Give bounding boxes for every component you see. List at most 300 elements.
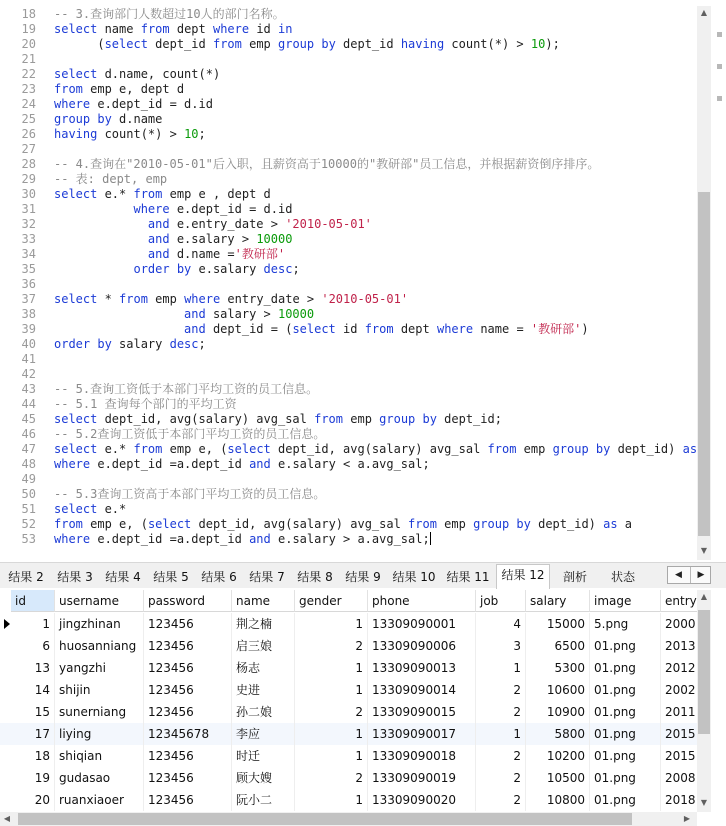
code-token-id: dept bbox=[393, 322, 437, 336]
line-number: 22 bbox=[21, 67, 36, 81]
row-header[interactable] bbox=[0, 613, 11, 635]
result-tab-bar bbox=[0, 562, 726, 588]
code-token-id: e.salary > bbox=[169, 232, 257, 246]
code-token-kw: group by bbox=[54, 112, 112, 126]
code-line[interactable] bbox=[54, 232, 292, 247]
line-number: 47 bbox=[21, 442, 36, 456]
table-cell[interactable]: 1 bbox=[295, 789, 368, 811]
code-token-id: dept_id, avg(salary) avg_sal bbox=[97, 412, 315, 426]
table-cell[interactable]: 123456 bbox=[144, 745, 232, 767]
line-number: 36 bbox=[21, 277, 36, 291]
table-row[interactable] bbox=[0, 745, 700, 767]
tab-navigation bbox=[667, 566, 711, 584]
code-line[interactable] bbox=[54, 22, 292, 37]
table-cell[interactable]: 2008 bbox=[661, 767, 700, 789]
table-cell[interactable]: 10800 bbox=[526, 789, 590, 811]
line-number: 51 bbox=[21, 502, 36, 516]
table-row[interactable] bbox=[0, 789, 700, 811]
tab-result[interactable]: 结果 12 bbox=[496, 564, 550, 589]
line-number: 46 bbox=[21, 427, 36, 441]
column-header[interactable]: salary bbox=[526, 590, 590, 612]
table-row[interactable] bbox=[0, 767, 700, 789]
table-cell[interactable]: 10600 bbox=[526, 679, 590, 701]
code-line[interactable] bbox=[54, 172, 167, 187]
line-number: 30 bbox=[21, 187, 36, 201]
code-token-kw: desc bbox=[263, 262, 293, 276]
table-cell[interactable]: 2 bbox=[476, 745, 526, 767]
code-token-id: name = bbox=[473, 322, 531, 336]
code-line[interactable] bbox=[54, 292, 408, 307]
code-token-id: d.name = bbox=[169, 247, 235, 261]
table-cell[interactable]: 2000 bbox=[661, 613, 700, 635]
table-cell[interactable]: 启三娘 bbox=[232, 635, 295, 657]
code-token-kw: and bbox=[184, 307, 206, 321]
table-cell[interactable]: huosanniang bbox=[55, 635, 144, 657]
table-cell[interactable]: 15 bbox=[11, 701, 55, 723]
marker-dot bbox=[717, 96, 722, 101]
table-cell[interactable]: 李应 bbox=[232, 723, 295, 745]
table-cell[interactable]: 10200 bbox=[526, 745, 590, 767]
table-cell[interactable]: 2012 bbox=[661, 657, 700, 679]
grid-scroll-down-icon[interactable]: ▼ bbox=[700, 798, 708, 807]
tab-result[interactable]: 结果 9 bbox=[345, 570, 381, 584]
code-line[interactable] bbox=[54, 187, 271, 202]
code-token-id: dept_id, avg(salary) avg_sal bbox=[270, 442, 488, 456]
grid-hscroll-thumb[interactable] bbox=[18, 813, 632, 825]
code-token-kw: from bbox=[364, 322, 394, 336]
table-cell[interactable]: 5800 bbox=[526, 723, 590, 745]
table-cell[interactable]: 5300 bbox=[526, 657, 590, 679]
table-cell[interactable]: liying bbox=[55, 723, 144, 745]
code-token-id bbox=[54, 322, 184, 336]
code-token-id: e.dept_id = d.id bbox=[90, 97, 213, 111]
code-token-kw: and bbox=[249, 457, 271, 471]
code-token-kw: select bbox=[54, 292, 98, 306]
row-header[interactable] bbox=[0, 723, 11, 745]
row-header[interactable] bbox=[0, 767, 11, 789]
table-cell[interactable]: 20 bbox=[11, 789, 55, 811]
code-token-id bbox=[54, 217, 148, 231]
table-cell[interactable]: 13309090014 bbox=[368, 679, 476, 701]
code-token-kw: from bbox=[133, 187, 163, 201]
table-cell[interactable]: 1 bbox=[295, 745, 368, 767]
line-number: 53 bbox=[21, 532, 36, 546]
code-token-num: 10 bbox=[530, 37, 546, 51]
text-caret bbox=[430, 532, 431, 545]
code-token-kw: select bbox=[54, 67, 98, 81]
code-token-cm: -- 5.3查询工资高于本部门平均工资的员工信息。 bbox=[54, 487, 326, 501]
code-token-id bbox=[54, 307, 184, 321]
table-cell[interactable]: 1 bbox=[295, 613, 368, 635]
line-number: 50 bbox=[21, 487, 36, 501]
code-token-cm: -- 4.查询在"2010-05-01"后入职，且薪资高于10000的"教研部"员工信息，并根据薪资倒序排序。 bbox=[54, 157, 600, 171]
code-line[interactable] bbox=[54, 112, 162, 127]
code-line[interactable] bbox=[54, 457, 430, 472]
code-token-id: dept_id bbox=[335, 37, 401, 51]
code-line[interactable] bbox=[54, 487, 325, 502]
code-token-kw: select bbox=[104, 37, 148, 51]
line-number: 42 bbox=[21, 367, 36, 381]
code-line[interactable] bbox=[54, 82, 184, 97]
code-token-id: name bbox=[97, 22, 141, 36]
code-line[interactable] bbox=[54, 127, 206, 142]
code-line[interactable] bbox=[54, 382, 318, 397]
column-header[interactable]: name bbox=[232, 590, 295, 612]
code-line[interactable] bbox=[54, 307, 314, 322]
code-token-kw: as bbox=[682, 442, 698, 456]
table-cell[interactable]: 18 bbox=[11, 745, 55, 767]
tab-result[interactable]: 结果 6 bbox=[201, 570, 237, 584]
code-token-kw: from bbox=[54, 82, 83, 96]
tab-result[interactable]: 结果 3 bbox=[57, 570, 93, 584]
code-line[interactable] bbox=[54, 337, 206, 352]
table-cell[interactable]: 15000 bbox=[526, 613, 590, 635]
column-header[interactable]: password bbox=[144, 590, 232, 612]
code-token-kw: from bbox=[133, 442, 163, 456]
code-token-id: e.salary > a.avg_sal; bbox=[270, 532, 430, 546]
tab-result[interactable]: 结果 7 bbox=[249, 570, 285, 584]
table-cell[interactable]: 1 bbox=[295, 679, 368, 701]
code-line[interactable] bbox=[54, 532, 431, 547]
code-token-kw: from bbox=[314, 412, 344, 426]
table-cell[interactable]: 01.png bbox=[590, 745, 661, 767]
code-token-kw: select bbox=[292, 322, 336, 336]
code-token-id: emp bbox=[241, 37, 278, 51]
table-cell[interactable]: 123456 bbox=[144, 789, 232, 811]
code-token-kw: where bbox=[54, 457, 91, 471]
table-cell[interactable]: sunerniang bbox=[55, 701, 144, 723]
table-cell[interactable]: 4 bbox=[476, 613, 526, 635]
tab-next-icon[interactable]: ▶ bbox=[690, 567, 711, 583]
code-line[interactable] bbox=[54, 247, 285, 262]
table-cell[interactable]: 01.png bbox=[590, 789, 661, 811]
table-cell[interactable]: shiqian bbox=[55, 745, 144, 767]
code-line[interactable] bbox=[54, 7, 285, 22]
line-number: 34 bbox=[21, 247, 36, 261]
table-row[interactable] bbox=[0, 723, 700, 745]
code-token-str: '2010-05-01' bbox=[285, 217, 372, 231]
code-token-id: e.* bbox=[97, 442, 134, 456]
code-token-num: 10 bbox=[184, 127, 199, 141]
table-cell[interactable]: 01.png bbox=[590, 723, 661, 745]
code-token-id: e.salary < a.avg_sal; bbox=[270, 457, 430, 471]
tab-prev-icon[interactable]: ◀ bbox=[675, 570, 682, 580]
table-cell[interactable]: yangzhi bbox=[55, 657, 144, 679]
code-line[interactable] bbox=[54, 502, 126, 517]
table-cell[interactable]: 123456 bbox=[144, 613, 232, 635]
table-cell[interactable]: 5.png bbox=[590, 613, 661, 635]
code-token-kw: having bbox=[54, 127, 98, 141]
code-line[interactable] bbox=[54, 37, 560, 52]
code-token-kw: desc bbox=[169, 337, 199, 351]
code-token-kw: group by bbox=[379, 412, 437, 426]
code-line[interactable] bbox=[54, 322, 589, 337]
code-token-kw: where bbox=[212, 22, 250, 36]
right-side-strip bbox=[712, 0, 726, 560]
table-cell[interactable]: 01.png bbox=[590, 657, 661, 679]
table-cell[interactable]: 2011 bbox=[661, 701, 700, 723]
table-cell[interactable]: 123456 bbox=[144, 701, 232, 723]
table-cell[interactable]: 2 bbox=[295, 767, 368, 789]
code-token-id: emp e , dept d bbox=[162, 187, 271, 201]
row-header[interactable] bbox=[0, 745, 11, 767]
code-line[interactable] bbox=[54, 97, 213, 112]
table-row[interactable] bbox=[0, 679, 700, 701]
code-token-kw: where bbox=[184, 292, 221, 306]
column-header[interactable]: entry bbox=[661, 590, 700, 612]
line-number: 28 bbox=[21, 157, 36, 171]
code-token-num: 10000 bbox=[256, 232, 293, 246]
table-cell[interactable]: 史进 bbox=[232, 679, 295, 701]
table-cell[interactable]: 17 bbox=[11, 723, 55, 745]
code-token-kw: select bbox=[227, 442, 271, 456]
code-token-str: '教研部' bbox=[530, 322, 582, 336]
code-token-id: count(*) > bbox=[444, 37, 531, 51]
code-token-id: d.name bbox=[111, 112, 163, 126]
code-token-id bbox=[54, 262, 133, 276]
table-cell[interactable]: 2 bbox=[295, 701, 368, 723]
code-token-kw: from bbox=[54, 517, 83, 531]
table-cell[interactable]: 2 bbox=[476, 789, 526, 811]
code-token-id: salary > bbox=[205, 307, 278, 321]
code-line[interactable] bbox=[54, 427, 325, 442]
code-line[interactable] bbox=[54, 517, 632, 532]
code-token-id: id bbox=[249, 22, 279, 36]
table-cell[interactable]: 2 bbox=[476, 767, 526, 789]
table-cell[interactable]: 123456 bbox=[144, 657, 232, 679]
code-token-kw: and bbox=[147, 217, 170, 231]
table-cell[interactable]: shijin bbox=[55, 679, 144, 701]
column-header[interactable]: image bbox=[590, 590, 661, 612]
table-cell[interactable]: 3 bbox=[476, 635, 526, 657]
line-number: 48 bbox=[21, 457, 36, 471]
tab-result[interactable]: 结果 2 bbox=[8, 570, 44, 584]
marker-dot bbox=[717, 32, 722, 37]
table-cell[interactable]: 13309090017 bbox=[368, 723, 476, 745]
current-row-pointer-icon bbox=[4, 619, 10, 629]
table-cell[interactable]: 13309090001 bbox=[368, 613, 476, 635]
tab-result[interactable]: 结果 11 bbox=[446, 570, 490, 584]
table-cell[interactable]: 13 bbox=[11, 657, 55, 679]
table-cell[interactable]: 1 bbox=[295, 657, 368, 679]
table-cell[interactable]: 12345678 bbox=[144, 723, 232, 745]
table-cell[interactable]: 2015 bbox=[661, 745, 700, 767]
code-token-kw: select bbox=[54, 22, 98, 36]
table-cell[interactable]: 13309090015 bbox=[368, 701, 476, 723]
table-cell[interactable]: jingzhinan bbox=[55, 613, 144, 635]
table-cell[interactable]: 13309090013 bbox=[368, 657, 476, 679]
row-header[interactable] bbox=[0, 635, 11, 657]
table-cell[interactable]: gudasao bbox=[55, 767, 144, 789]
code-token-id: dept_id) bbox=[530, 517, 604, 531]
code-token-id: ; bbox=[292, 262, 300, 276]
table-cell[interactable]: 01.png bbox=[590, 679, 661, 701]
table-cell[interactable]: 123456 bbox=[144, 767, 232, 789]
line-number: 35 bbox=[21, 262, 36, 276]
row-header[interactable] bbox=[0, 701, 11, 723]
row-header[interactable] bbox=[0, 789, 11, 811]
table-cell[interactable]: 孙二娘 bbox=[232, 701, 295, 723]
table-cell[interactable]: 14 bbox=[11, 679, 55, 701]
table-cell[interactable]: 13309090019 bbox=[368, 767, 476, 789]
code-token-id: emp e, ( bbox=[82, 517, 148, 531]
table-row[interactable] bbox=[0, 635, 700, 657]
editor-scroll-thumb[interactable] bbox=[698, 192, 710, 536]
table-cell[interactable]: 123456 bbox=[144, 635, 232, 657]
code-token-cm: -- 5.查询工资低于本部门平均工资的员工信息。 bbox=[54, 382, 319, 396]
table-cell[interactable]: 2 bbox=[295, 635, 368, 657]
code-token-id bbox=[54, 202, 133, 216]
code-token-kw: from bbox=[140, 22, 170, 36]
code-line[interactable] bbox=[54, 262, 300, 277]
line-number: 49 bbox=[21, 472, 36, 486]
code-area[interactable] bbox=[46, 0, 696, 560]
code-line[interactable] bbox=[54, 202, 292, 217]
line-number: 39 bbox=[21, 322, 36, 336]
code-token-id: e.entry_date > bbox=[169, 217, 286, 231]
column-header[interactable]: job bbox=[476, 590, 526, 612]
grid-scroll-thumb[interactable] bbox=[698, 610, 710, 734]
table-cell[interactable]: 13309090006 bbox=[368, 635, 476, 657]
table-row[interactable] bbox=[0, 657, 700, 679]
grid-scroll-right-icon[interactable]: ▶ bbox=[683, 814, 691, 823]
table-cell[interactable]: 01.png bbox=[590, 701, 661, 723]
code-token-str: '2010-05-01' bbox=[321, 292, 409, 306]
code-token-kw: from bbox=[212, 37, 242, 51]
table-cell[interactable]: 荆之楠 bbox=[232, 613, 295, 635]
row-header[interactable] bbox=[0, 679, 11, 701]
code-line[interactable] bbox=[54, 442, 712, 457]
row-header[interactable] bbox=[0, 657, 11, 679]
editor-vertical-scrollbar[interactable] bbox=[697, 6, 711, 560]
code-token-kw: and bbox=[147, 232, 170, 246]
table-cell[interactable]: 2018 bbox=[661, 789, 700, 811]
code-token-kw: select bbox=[54, 442, 98, 456]
table-cell[interactable]: 123456 bbox=[144, 679, 232, 701]
line-number: 21 bbox=[21, 52, 36, 66]
table-cell[interactable]: 13309090018 bbox=[368, 745, 476, 767]
code-token-id bbox=[54, 247, 148, 261]
table-cell[interactable]: 2 bbox=[476, 679, 526, 701]
table-cell[interactable]: 2015 bbox=[661, 723, 700, 745]
column-header[interactable]: username bbox=[55, 590, 144, 612]
code-token-id: emp bbox=[436, 517, 474, 531]
line-number-gutter bbox=[0, 0, 46, 560]
code-line[interactable] bbox=[54, 157, 599, 172]
table-cell[interactable]: 1 bbox=[295, 723, 368, 745]
table-row[interactable] bbox=[0, 701, 700, 723]
code-token-id: e.salary bbox=[191, 262, 264, 276]
code-line[interactable] bbox=[54, 412, 502, 427]
result-grid[interactable] bbox=[0, 590, 726, 826]
line-number: 45 bbox=[21, 412, 36, 426]
table-cell[interactable]: 6 bbox=[11, 635, 55, 657]
scroll-down-icon[interactable]: ▼ bbox=[700, 546, 708, 555]
table-cell[interactable]: 顾大嫂 bbox=[232, 767, 295, 789]
table-cell[interactable]: 10500 bbox=[526, 767, 590, 789]
code-token-id: dept_id bbox=[147, 37, 213, 51]
code-token-id: a bbox=[617, 517, 633, 531]
code-token-num: 10000 bbox=[277, 307, 315, 321]
tab-result[interactable]: 结果 4 bbox=[105, 570, 141, 584]
code-token-kw: and bbox=[184, 322, 206, 336]
code-token-id: ) bbox=[581, 322, 589, 336]
line-number: 32 bbox=[21, 217, 36, 231]
tab-result[interactable]: 结果 5 bbox=[153, 570, 189, 584]
column-header[interactable]: phone bbox=[368, 590, 476, 612]
code-line[interactable] bbox=[54, 397, 237, 412]
tab-result[interactable]: 状态 bbox=[610, 570, 635, 584]
code-token-cm: -- 3.查询部门人数超过10人的部门名称。 bbox=[54, 7, 285, 21]
code-token-id: count(*) > bbox=[97, 127, 185, 141]
code-token-id: id bbox=[335, 322, 365, 336]
code-token-cm: -- 5.2查询工资低于本部门平均工资的员工信息。 bbox=[54, 427, 326, 441]
table-cell[interactable]: 杨志 bbox=[232, 657, 295, 679]
table-cell[interactable]: 19 bbox=[11, 767, 55, 789]
code-token-id: e.dept_id =a.dept_id bbox=[90, 532, 250, 546]
tab-result[interactable]: 剖析 bbox=[562, 570, 587, 584]
table-cell[interactable]: 01.png bbox=[590, 767, 661, 789]
code-token-id: * bbox=[97, 292, 120, 306]
table-cell[interactable]: 1 bbox=[476, 723, 526, 745]
column-header[interactable]: id bbox=[11, 590, 55, 612]
table-cell[interactable]: 6500 bbox=[526, 635, 590, 657]
scroll-up-icon[interactable]: ▲ bbox=[700, 8, 708, 17]
code-token-id: e.* bbox=[97, 187, 134, 201]
tab-result[interactable]: 结果 10 bbox=[392, 570, 436, 584]
grid-vertical-scrollbar[interactable] bbox=[697, 590, 711, 812]
code-token-id: entry_date > bbox=[220, 292, 322, 306]
code-token-id: dept_id; bbox=[436, 412, 502, 426]
code-token-kw: from bbox=[119, 292, 148, 306]
code-token-cm: -- 表: dept, emp bbox=[54, 172, 168, 186]
table-cell[interactable]: 13309090020 bbox=[368, 789, 476, 811]
grid-horizontal-scrollbar[interactable] bbox=[0, 812, 697, 826]
code-token-id: ); bbox=[545, 37, 560, 51]
code-token-kw: as bbox=[603, 517, 618, 531]
table-row[interactable] bbox=[0, 613, 700, 635]
column-header[interactable]: gender bbox=[295, 590, 368, 612]
table-cell[interactable]: 2013 bbox=[661, 635, 700, 657]
table-cell[interactable]: 1 bbox=[476, 657, 526, 679]
grid-scroll-left-icon[interactable]: ◀ bbox=[3, 814, 11, 823]
grid-scroll-up-icon[interactable]: ▲ bbox=[700, 592, 708, 601]
table-cell[interactable]: 10900 bbox=[526, 701, 590, 723]
code-line[interactable] bbox=[54, 67, 220, 82]
table-cell[interactable]: 时迁 bbox=[232, 745, 295, 767]
table-cell[interactable]: 2002 bbox=[661, 679, 700, 701]
code-token-id: e.dept_id =a.dept_id bbox=[90, 457, 250, 471]
code-token-kw: in bbox=[278, 22, 293, 36]
code-token-kw: and bbox=[249, 532, 271, 546]
table-cell[interactable]: ruanxiaoer bbox=[55, 789, 144, 811]
table-cell[interactable]: 1 bbox=[11, 613, 55, 635]
marker-dot bbox=[717, 64, 722, 69]
code-line[interactable] bbox=[54, 217, 372, 232]
table-cell[interactable]: 2 bbox=[476, 701, 526, 723]
code-token-id: ( bbox=[54, 37, 105, 51]
line-number: 27 bbox=[21, 142, 36, 156]
code-token-id: d.name, count(*) bbox=[97, 67, 221, 81]
code-token-id: ; bbox=[198, 127, 206, 141]
table-cell[interactable]: 阮小二 bbox=[232, 789, 295, 811]
table-cell[interactable]: 01.png bbox=[590, 635, 661, 657]
grid-header bbox=[0, 590, 700, 612]
tab-result[interactable]: 结果 8 bbox=[297, 570, 333, 584]
code-token-kw: and bbox=[147, 247, 170, 261]
line-number: 31 bbox=[21, 202, 36, 216]
line-number: 18 bbox=[21, 7, 36, 21]
